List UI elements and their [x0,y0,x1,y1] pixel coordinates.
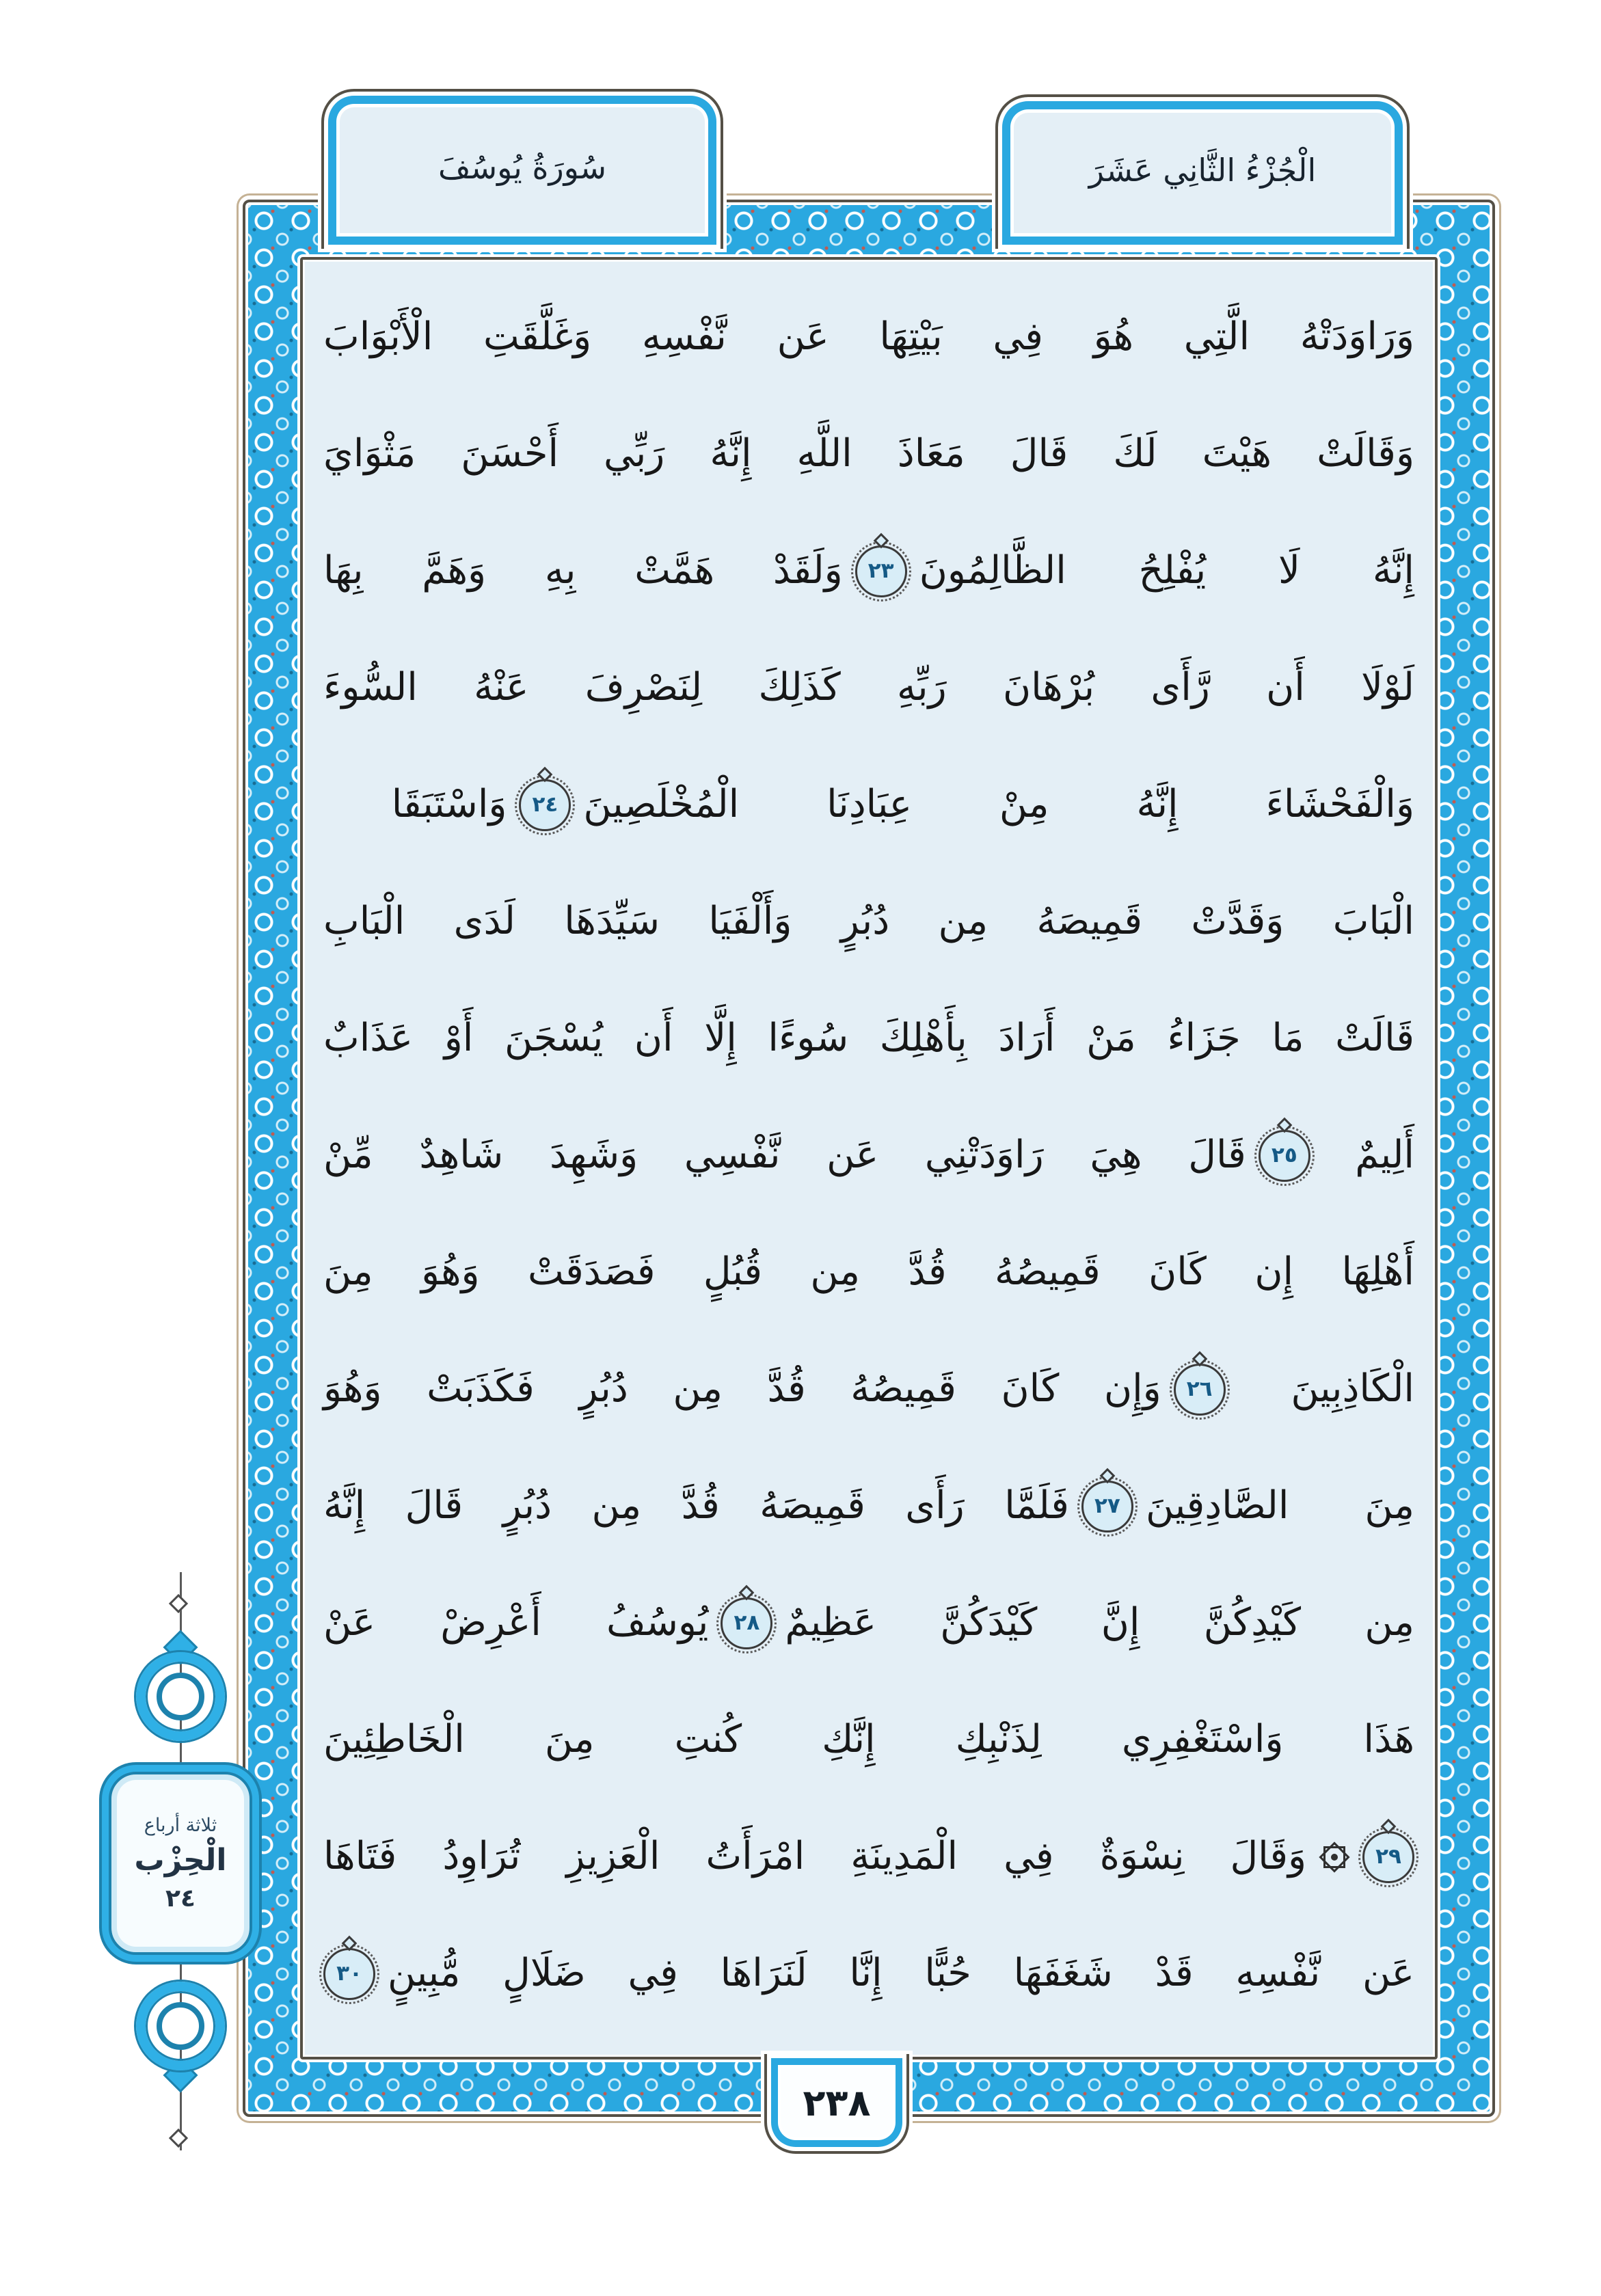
quran-line [323,1448,1414,1565]
quran-line [323,746,1414,863]
decorative-border [243,200,1495,2117]
quran-line [323,1097,1414,1214]
ornament-diamond-bottom [169,2129,188,2148]
ayah-end-marker-icon [855,545,907,597]
ornament-knot-top [126,1635,235,1751]
ayah-text: إِنَّهُ لَا يُفْلِحُ الظَّالِمُونَ [919,548,1414,593]
hizb-number: ٢٤ [165,1884,196,1913]
hizb-box [109,1772,252,1955]
page-number: ٢٣٨ [803,2081,871,2124]
quran-line [323,1565,1414,1682]
ayah-end-marker-icon [721,1597,772,1649]
surah-name-tab [321,89,723,249]
ayah-text: وَالْفَحْشَاءَ إِنَّهُ مِنْ عِبَادِنَا الْمُخْلَصِينَ [583,782,1414,827]
rub-el-hizb-icon [1319,1841,1350,1873]
ayah-number: ٢٧ [1094,1494,1120,1519]
ayah-text: هَذَا وَاسْتَغْفِرِي لِذَنْبِكِ إِنَّكِ كُنتِ مِنَ الْخَاطِئِينَ [323,1717,1414,1762]
ayah-text: الْبَابَ وَقَدَّتْ قَمِيصَهُ مِن دُبُرٍ وَأَلْفَيَا سَيِّدَهَا لَدَى الْبَابِ [323,899,1414,944]
ayah-number: ٢٩ [1375,1844,1401,1869]
ayah-text: وَقَالَتْ هَيْتَ لَكَ قَالَ مَعَاذَ اللَّهِ إِنَّهُ رَبِّي أَحْسَنَ مَثْوَايَ [323,431,1414,476]
ayah-end-marker-icon [1174,1364,1226,1416]
quran-text-area [300,257,1438,2059]
surah-name: سُورَةُ يُوسُفَ [438,149,606,186]
ayah-text: أَهْلِهَا إِن كَانَ قَمِيصُهُ قُدَّ مِن قُبُلٍ فَصَدَقَتْ وَهُوَ مِنَ [323,1250,1414,1295]
hizb-label: الْحِزْب [134,1842,227,1878]
juz-name-tab [995,94,1410,249]
page-number-tab [764,2054,909,2154]
ayah-text: عَن نَّفْسِهِ قَدْ شَغَفَهَا حُبًّا إِنَّا لَنَرَاهَا فِي ضَلَالٍ مُّبِينٍ [388,1951,1414,1996]
quran-line [323,1682,1414,1798]
juz-name: الْجُزْءُ الثَّانِي عَشَرَ [1088,152,1317,189]
quran-line [323,513,1414,630]
quran-line [323,1798,1414,1915]
ayah-number: ٢٤ [532,792,559,818]
ornament-diamond-top [169,1594,188,1613]
ayah-number: ٢٣ [867,558,894,584]
quran-line [323,630,1414,746]
ayah-text: مِنَ الصَّادِقِينَ [1145,1483,1414,1528]
ayah-text: قَالَ هِيَ رَاوَدَتْنِي عَن نَّفْسِي وَشَهِدَ شَاهِدٌ مِّنْ [323,1133,1246,1178]
ayah-end-marker-icon [519,779,571,831]
quran-line [323,1214,1414,1331]
ayah-text: يُوسُفُ أَعْرِضْ عَنْ [323,1600,709,1645]
ayah-text: قَالَتْ مَا جَزَاءُ مَنْ أَرَادَ بِأَهْلِكَ سُوءًا إِلَّا أَن يُسْجَنَ أَوْ عَذَابٌ [323,1016,1414,1061]
ayah-end-marker-icon [1081,1481,1133,1532]
ayah-number: ٢٥ [1271,1143,1297,1168]
ayah-text: وَرَاوَدَتْهُ الَّتِي هُوَ فِي بَيْتِهَا عَن نَّفْسِهِ وَغَلَّقَتِ الْأَبْوَابَ [323,314,1414,360]
quran-line [323,1331,1414,1448]
ayah-text: وَلَقَدْ هَمَّتْ بِهِ وَهَمَّ بِهَا [323,548,843,593]
ayah-text: مِن كَيْدِكُنَّ إِنَّ كَيْدَكُنَّ عَظِيمٌ [785,1600,1414,1645]
hizb-fraction-label: ثلاثة أرباع [144,1814,217,1836]
ayah-number: ٢٦ [1186,1377,1213,1402]
quran-line [323,279,1414,396]
quran-line [323,1915,1414,2032]
ayah-text: وَاسْتَبَقَا [391,782,507,827]
ayah-text: وَإِن كَانَ قَمِيصُهُ قُدَّ مِن دُبُرٍ فَكَذَبَتْ وَهُوَ [323,1366,1161,1412]
hizb-medallion [101,1572,260,2150]
quran-line [323,980,1414,1097]
ayah-number: ٣٠ [336,1961,362,1986]
quran-line [323,396,1414,513]
ayah-text: الْكَاذِبِينَ [1291,1366,1414,1412]
ayah-text: أَلِيمٌ [1355,1133,1414,1178]
ayah-end-marker-icon [1259,1130,1310,1182]
quran-line [323,863,1414,980]
ayah-text: لَوْلَا أَن رَّأَى بُرْهَانَ رَبِّهِ كَذَلِكَ لِنَصْرِفَ عَنْهُ السُّوءَ [323,665,1414,710]
ayah-number: ٢٨ [734,1610,760,1636]
ayah-end-marker-icon [323,1948,375,2000]
ayah-text: وَقَالَ نِسْوَةٌ فِي الْمَدِينَةِ امْرَأَتُ الْعَزِيزِ تُرَاوِدُ فَتَاهَا [323,1834,1306,1879]
ayah-end-marker-icon [1362,1831,1414,1883]
ornament-knot-bottom [126,1971,235,2088]
ayah-text: فَلَمَّا رَأَى قَمِيصَهُ قُدَّ مِن دُبُرٍ قَالَ إِنَّهُ [323,1483,1069,1528]
